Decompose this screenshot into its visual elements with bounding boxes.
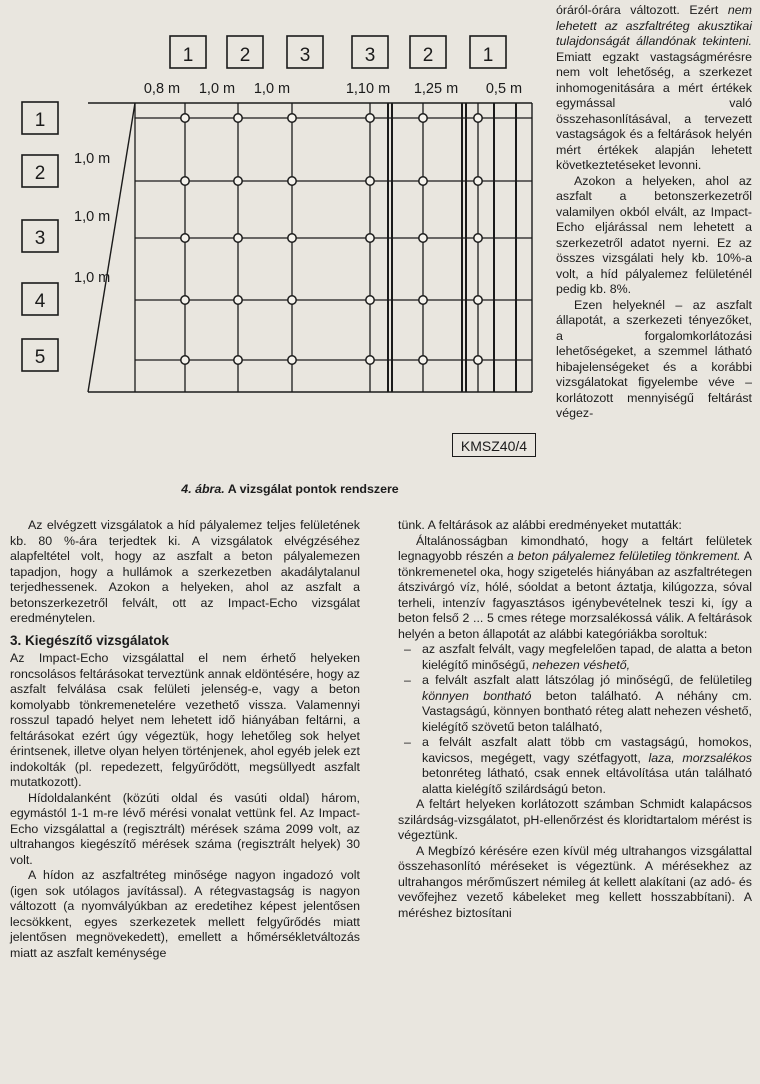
measurement-point — [234, 296, 242, 304]
text-span: Azokon a helyeken, ahol az aszfalt a betonszerkezetről valamilyen okból elvált, az Impact-Echo eljárással nem lehetett a szerkezetről adatot nyerni. Ez az összes vizsgálati hely kb. 10%-a volt, a híd pályalemez felületénél pedig kb. 8%. — [556, 173, 752, 296]
category-list — [398, 642, 752, 797]
paragraph — [556, 298, 752, 422]
spacing-label: 0,8 m — [143, 81, 181, 97]
list-item — [422, 673, 752, 735]
row-header-label: 2 — [34, 163, 46, 184]
emphasis-text: a beton pályalemez felületileg tönkrement. — [506, 549, 741, 563]
text-span: Az elvégzett vizsgálatok a híd pályalemez teljes felületének kb. 80 %-ára terjedtek ki. A vizsgálatok elvégzéséhez alapfeltétel volt, hogy az aszfalt a beton pályalemezen tapadjon, hogy a hullámok a szerkezetben akadálytalanul terjedhessenek. Azokon a helyeken, ahol az aszfalt a betonszerkezetről felvált, ott az Impact-Echo vizsgálat eredménytelen. — [10, 518, 360, 625]
measurement-point — [288, 177, 296, 185]
measurement-point — [474, 234, 482, 242]
text-span: Ezen helyeknél – az aszfalt állapotát, a szerkezeti tényezőket, a forgalomkorlátozási lehetőségeket, a szemmel látható hibajelenségeket és a korábbi vizsgálatokat figyelembe véve – korlátozott mennyiségű feltárást végez- — [556, 297, 752, 420]
spacing-label: 0,5 m — [485, 81, 523, 97]
measurement-point — [419, 177, 427, 185]
section-heading: 3. Kiegészítő vizsgálatok — [10, 632, 170, 648]
text-span: Az Impact-Echo vizsgálattal el nem érhető helyeken roncsolásos feltárásokat terveztünk annak eldöntésére, hogy az aszfalt felválása csak felületi jelenség-e, vagy a beton komolyabb tönkremenetelére vezethető vissza. Valamennyi rosszul tapadó helyet nem lehetett idő hiányában feltárni, a feltárásokat ezért úgy végeztük, hogy lehetőleg sok helyet érintsenek, illetve olyan helyen történjenek, ahol egyéb jelek ezt indokolták (pl. repedezett, felgyűrődött, megsüllyedt aszfalt mutatkozott). — [10, 651, 360, 789]
list-item — [422, 735, 752, 797]
text-span: A Megbízó kérésére ezen kívül még ultrahangos vizsgálattal összehasonlító méréseket is végeztünk. A mérésekhez az ultrahangos mérőműszert némileg át kellett alakítani (az adó- és vevőfejhez vezető kábeleket meg kellett hosszabbítani). A méréshez biztosítani — [398, 843, 752, 920]
paragraph — [398, 797, 752, 844]
spacing-label: 1,0 m — [253, 81, 291, 97]
measurement-point — [366, 177, 374, 185]
column-header-label: 2 — [422, 45, 434, 66]
measurement-point — [288, 234, 296, 242]
text-span: beton található. A néhány cm. Vastagságú, könnyen bontható réteg alatt nehezen véshető, kielégítő szövetű beton található, — [422, 688, 752, 734]
column-header-label: 2 — [239, 45, 251, 66]
text-span: tünk. A feltárások az alábbi eredményeket mutatták: — [398, 518, 682, 532]
measurement-point — [474, 296, 482, 304]
emphasis-text: nehezen véshető, — [532, 657, 631, 672]
figure-caption-label: 4. ábra. — [181, 482, 225, 496]
text-span: Általánosságban kimondható, hogy a feltárt felületek legnagyobb részén — [398, 533, 752, 563]
measurement-point — [181, 296, 189, 304]
column-header-label: 3 — [299, 45, 311, 66]
row-header-label: 3 — [34, 228, 46, 249]
text-span: a felvált aszfalt alatt látszólag jó minőségű, de felületileg — [422, 673, 752, 687]
right-column-top — [556, 3, 752, 422]
measurement-point — [366, 114, 374, 122]
column-header-label: 1 — [482, 45, 494, 66]
measurement-point — [181, 177, 189, 185]
paragraph — [10, 518, 360, 627]
column-header-label: 1 — [182, 45, 194, 66]
row-header-label: 4 — [34, 291, 46, 312]
text-span: óráról-órára változott. Ezért — [556, 3, 728, 17]
left-column-bottom — [10, 518, 360, 961]
figure-caption-text: A vizsgálat pontok rendszere — [227, 482, 399, 496]
paragraph — [398, 518, 752, 534]
text-span: A tönkremenetel oka, hogy szigetelés hiányában az aszfaltrétegen átszivárgó víz, hólé, sóoldat a betont áztatja, kilúgozza, sóval terheli, intenzív fagyasztásos igénybevételnek teszi ki, így a beton felső 2 ... 5 cmes rétege morzsalékossá válik. A feltárások helyén a beton állapotát az alábbi kategóriákba soroltuk: — [398, 549, 752, 641]
measurement-point — [474, 114, 482, 122]
row-header-label: 5 — [34, 347, 46, 368]
measurement-point — [288, 114, 296, 122]
measurement-point — [366, 296, 374, 304]
text-span: Emiatt egzakt vastagságmérésre nem volt lehetőség, a szerkezet inhomogenitására a mért értékek egymással való összehasonlításával, a tervezett vastagságok és a feltárások helyén mért értékek alapján lehetett következtetéseket levonni. — [556, 49, 752, 172]
row-spacing-label: 1,0 m — [74, 270, 111, 286]
measurement-point — [181, 234, 189, 242]
measurement-point — [234, 177, 242, 185]
measurement-point — [474, 356, 482, 364]
spacing-label: 1,25 m — [413, 81, 459, 97]
measurement-point — [181, 356, 189, 364]
measurement-point — [181, 114, 189, 122]
measurement-point — [419, 356, 427, 364]
paragraph — [556, 174, 752, 298]
row-spacing-label: 1,0 m — [74, 209, 111, 225]
paragraph — [10, 868, 360, 961]
paragraph — [556, 3, 752, 174]
text-span: A hídon az aszfaltréteg minősége nagyon ingadozó volt (igen sok utólagos javítással). A rétegvastagság is nagyon változott (a nyomvályúkban az eredetihez képest jelentősen lecsökkent, egyes szerkezetek mellett felgyűrődés miatt jelentősen megnövekedett), emellett a hőmérsékletváltozás miatt az aszfalt keménysége — [10, 868, 360, 960]
measurement-point — [234, 114, 242, 122]
text-span: az aszfalt felvált, vagy megfelelően tapad, de alatta a beton kielégítő minőségű, — [422, 642, 752, 672]
text-span: Hídoldalanként (közúti oldal és vasúti oldal) három, egymástól 1-1 m-re lévő mérési vonalat vettünk fel. Az Impact-Echo vizsgálattal a (regisztrált) mérések száma 2099 volt, az ultrahangos kiegészítő mérések száma (regisztrált helyek) 30 volt. — [10, 790, 360, 867]
text-span: A feltárt helyeken korlátozott számban Schmidt kalapácsos szilárdság-vizsgálatot, pH-ellenőrzést és kloridtartalom mérést is végeztünk. — [398, 797, 752, 842]
measurement-point — [288, 356, 296, 364]
measurement-point — [234, 356, 242, 364]
structure-edge-line — [88, 103, 135, 392]
measurement-point — [234, 234, 242, 242]
test-point-grid-figure — [0, 0, 556, 478]
emphasis-text: nem lehetett az aszfaltréteg akusztikai tulajdonságát állandónak tekinteni. — [556, 3, 752, 48]
paragraph — [10, 791, 360, 869]
measurement-point — [288, 296, 296, 304]
measurement-point — [419, 114, 427, 122]
column-header-label: 3 — [364, 45, 376, 66]
row-header-label: 1 — [34, 110, 46, 131]
figure-caption — [90, 482, 490, 496]
text-span: a felvált aszfalt alatt több cm vastagságú, homokos, kavicsos, megégett, vagy szétfagyott, — [422, 735, 752, 765]
emphasis-text: laza, morzsalékos — [648, 750, 752, 765]
paragraph — [10, 651, 360, 791]
emphasis-text: könnyen bontható — [422, 688, 532, 703]
paragraph — [398, 844, 752, 922]
spacing-label: 1,10 m — [345, 81, 391, 97]
spacing-label: 1,0 m — [198, 81, 236, 97]
measurement-point — [474, 177, 482, 185]
measurement-point — [366, 234, 374, 242]
row-spacing-label: 1,0 m — [74, 151, 111, 167]
text-span: betonréteg látható, csak ennek eltávolítása után található alatta kielégítő szilárdságú beton. — [422, 766, 752, 796]
measurement-point — [419, 234, 427, 242]
right-column-bottom — [398, 518, 752, 921]
measurement-point — [366, 356, 374, 364]
paragraph — [398, 534, 752, 643]
list-item — [422, 642, 752, 673]
figure-code-label: KMSZ40/4 — [452, 433, 536, 457]
measurement-point — [419, 296, 427, 304]
